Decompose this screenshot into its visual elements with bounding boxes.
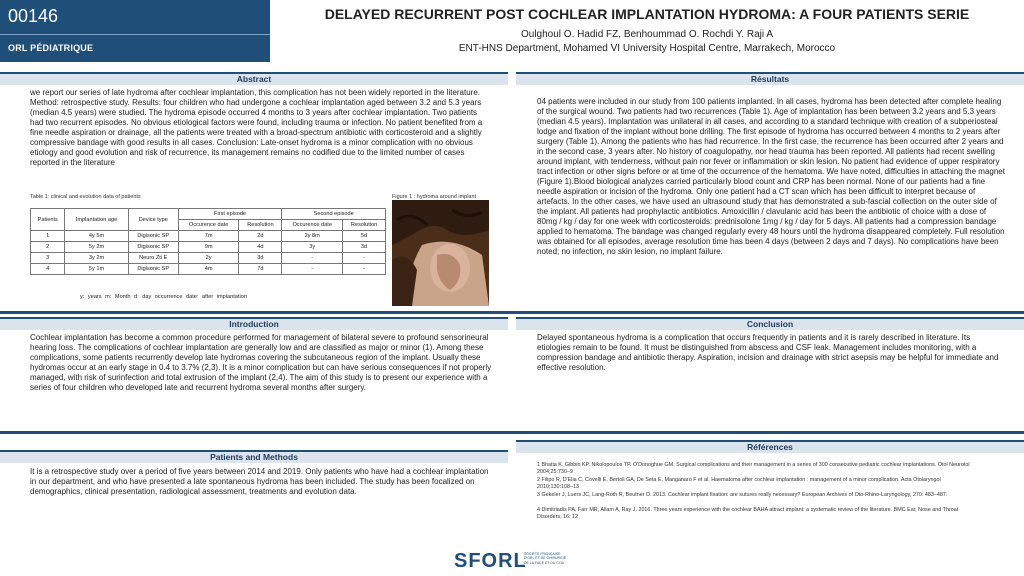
section-separator [0,311,1024,314]
results-text: 04 patients were included in our study from 100 patients implanted. In all cases, hydroma has been detected after complete healing of the surgical wound. Two patients had two recurrences (Table 1). Age of implantation has been between 3.2 years and 5.3 years (median 4.5 years). Implantation was unilateral in all cases, and according to a standard technique with creation of a subperiosteal lodge and fixation of the implant without bone drilling. The first episode of hydroma has occurred between 4 months to 2 years after surgery (Table 1). Among the patients who has had recurrence. In the first case, the recurrence has been occurred after 2 years and in the second case, 3 years after. No history of coagulopathy, nor head trauma has been reported. All patients had recent swelling around implant, with tenderness, without pain nor fever or inflammation or skin lesion. No patient had evidence of upper respiratory tract infection or other signs before or at time of the occurrence of the hematoma. We have noted, difficulties in attaching the magnet (Figure 1).Blood biological analyzes carried particularly blood count and CRP has been normal. None of our patients had a fine needle aspiration or incision of the hydroma. Only one patient had a CT scan which has been difficult to interpret because of artefacts. In the other cases, we have used an ultrasound study that has demonstrated a sub-fascial collection on the outer side of the implant. All patients had prophylactic antibiotics. Amoxicillin / clavulanic acid has been the antibiotic of choice with a dose of 80mg / kg / day for one week with corticosteroids: prednisolone 1mg / kg / day for 5 days. All patients had a compression bandage applied to hematoma. The bandage was changed regularly every 48 hours until the hydroma disappeared completely. Full resolution was obtained for all episodes, average resolution time has been 4 days (between 2 days and 7 days). No complications have been noted; no infection, no skin lesion, no implant failure. [537,97,1005,256]
cell-res1: 2d [239,231,282,242]
cell-occ1: 2y [178,253,239,264]
th-second-episode: Second episode [282,209,386,220]
methods-text: It is a retrospective study over a period of five years between 2014 and 2019. Only patients who have had a cochlear implantation in our department, and who have presented a late spontaneous hydroma has been included. The study has been focalized on demographics, clinical presentation, radiological assessment, treatments and evolution data. [30,467,489,496]
th-device: Device type [128,209,178,231]
cell-occ2: 3y [282,242,343,253]
header-id-box [0,0,270,62]
cell-occ1: 9m [178,242,239,253]
cell-age: 5y 2m [65,242,128,253]
cell-age: 3y 2m [65,253,128,264]
table-row [31,242,386,253]
abstract-heading: Abstract [0,72,508,85]
sforl-logo: SFORL [454,550,527,572]
cell-device: Digisonic SP [128,242,178,253]
cell-occ2: - [282,264,343,275]
cell-patient: 3 [31,253,65,264]
table-legend: y: years m: Month d: day occurrence date: after implantation [80,294,247,300]
poster-id: 00146 [8,6,59,26]
cell-age: 4y 5m [65,231,128,242]
cell-patient: 2 [31,242,65,253]
table-row [31,264,386,275]
table-header-row [31,209,386,220]
references-heading: Références [516,440,1024,453]
th-resolution-1: Resolution [239,220,282,231]
cell-patient: 1 [31,231,65,242]
results-heading: Résultats [516,72,1024,85]
cell-occ1: 7m [178,231,239,242]
cell-res2: 5d [343,231,386,242]
th-occurrence-2: Occurence date [282,220,343,231]
affiliation: ENT-HNS Department, Mohamed VI University Hospital Centre, Marrakech, Morocco [458,43,836,54]
cell-device: Neuro Zti E [128,253,178,264]
cell-res2: 3d [343,242,386,253]
poster-title: DELAYED RECURRENT POST COCHLEAR IMPLANTATION HYDROMA: A FOUR PATIENTS SERIE [324,6,970,22]
header-divider [0,34,270,35]
th-resolution-2: Resolution [343,220,386,231]
conclusion-text: Delayed spontaneous hydroma is a complication that occurs frequently in patients and it is rarely described in literature. Its etiologies remain to be found. It must be distinguished from abscess and CSF leak. Management includes monitoring, with a compression bandage and antibiotic therapy. Aspiration, incision and drainage with strict asepsis may be helpful for immediate and effective resolution. [537,333,999,372]
abstract-text: we report our series of late hydroma after cochlear implantation, this complication has not been widely reported in the literature. Method: retrospective study. Results: four children who had undergone a cochlear implantation aged between 3.2 and 5.3 years (median 4.5 years) were studied. The hydroma episode occurred 4 months to 3 years after cochlear implantation. Two patients had two recurrent episodes. No obvious etiological factors were found, including trauma or infection. No patient benefited from a fine needle aspiration or drainage, all the patients were treated with a broad-spectrum antibiotic with corticosteroid and a slightly compressive bandage with good results in all cases. Conclusion: Late-onset hydroma is a minor complication with no obvious etiology and good evolution and risk of recurrence, its management remains no codified due to the limited number of cases reported in the literature [30,88,483,167]
hydroma-photo [392,200,489,306]
reference-item: 3 Gekeler J, Luers JC, Lang-Roth R, Beutner D. 2013. Cochlear implant fixation: are sutures really necessary? European Archives of Oto-Rhino-Laryngology, 270: 483–487. [537,492,948,498]
cell-occ2: - [282,253,343,264]
cell-res1: 4d [239,242,282,253]
th-patients: Patients [31,209,65,231]
introduction-text: Cochlear implantation has become a common procedure performed for management of bilateral severe to profound sensorineural hearing loss. The complications of cochlear implantation are generally low and are classified as major or minor (1). Among these complications, some patients recurrently develop late hydromas covering the subcutaneous region of the implant. Usually these hydromas occur at an early stage in 0.4 to 3.7% (2,3). It is a minor complication but can have serious consequences if not properly managed, with risk of surinfection and total extrusion of the implant (2,4). The aim of this study is to present our experience with a series of four children who developed late and recurrent hydroma several months after surgery. [30,333,492,392]
th-occurrence-1: Occurence date [178,220,239,231]
cell-occ1: 4m [178,264,239,275]
cell-device: Digisonic SP [128,264,178,275]
cell-res1: 7d [239,264,282,275]
introduction-heading: Introduction [0,317,508,330]
cell-patient: 4 [31,264,65,275]
figure-caption: Figure 1 : hydroma around implant [392,194,477,200]
table-row [31,253,386,264]
th-age: Implantation age [65,209,128,231]
cell-occ2: 2y 8m [282,231,343,242]
cell-device: Digisonic SP [128,231,178,242]
authors: Oulghoul O. Hadid FZ, Benhoummad O. Rochdi Y. Raji A [521,29,773,40]
reference-item: 1 Bhatia K. Gibbin KP. Nikolopoulos TP. O'Donoghue GM. Surgical complications and their management in a series of 300 consecutive pediatric cochlear implantations. Otol Neurotol 2004;25:730–9 [537,462,970,475]
cell-age: 5y 1m [65,264,128,275]
sforl-logo-subtitle: SOCIÉTÉ FRANÇAISE D'ORL ET DE CHIRURGIE DE LA FACE ET DU COU [524,552,567,565]
cell-res1: 3d [239,253,282,264]
specialty-label: ORL PÉDIATRIQUE [8,43,94,53]
methods-heading: Patients and Methods [0,450,508,463]
cell-res2: - [343,253,386,264]
conclusion-heading: Conclusion [516,317,1024,330]
table-caption: Table 1: clinical and evolution data of patients [30,194,141,200]
reference-item: 4 Dimitriadis PA, Farr MR, Allam A, Ray J. 2016. Three years experience with the cochlear BAHA attract implant: a systematic review of the literature. BMC Ear, Nose and Throat Disorders, 16: 12 [537,507,959,520]
table-row [31,231,386,242]
th-first-episode: First episode [178,209,282,220]
section-separator [0,431,1024,434]
cell-res2: - [343,264,386,275]
reference-item: 2 Filipo R, D'Elia C, Covelli E, Bertoli GA, De Seta E, Manganaro F et al. Haematoma after cochlear implantation : management of a minor complication. Acta Otolaryngol 2010;130:108–13 [537,477,941,490]
clinical-data-table [30,208,386,275]
